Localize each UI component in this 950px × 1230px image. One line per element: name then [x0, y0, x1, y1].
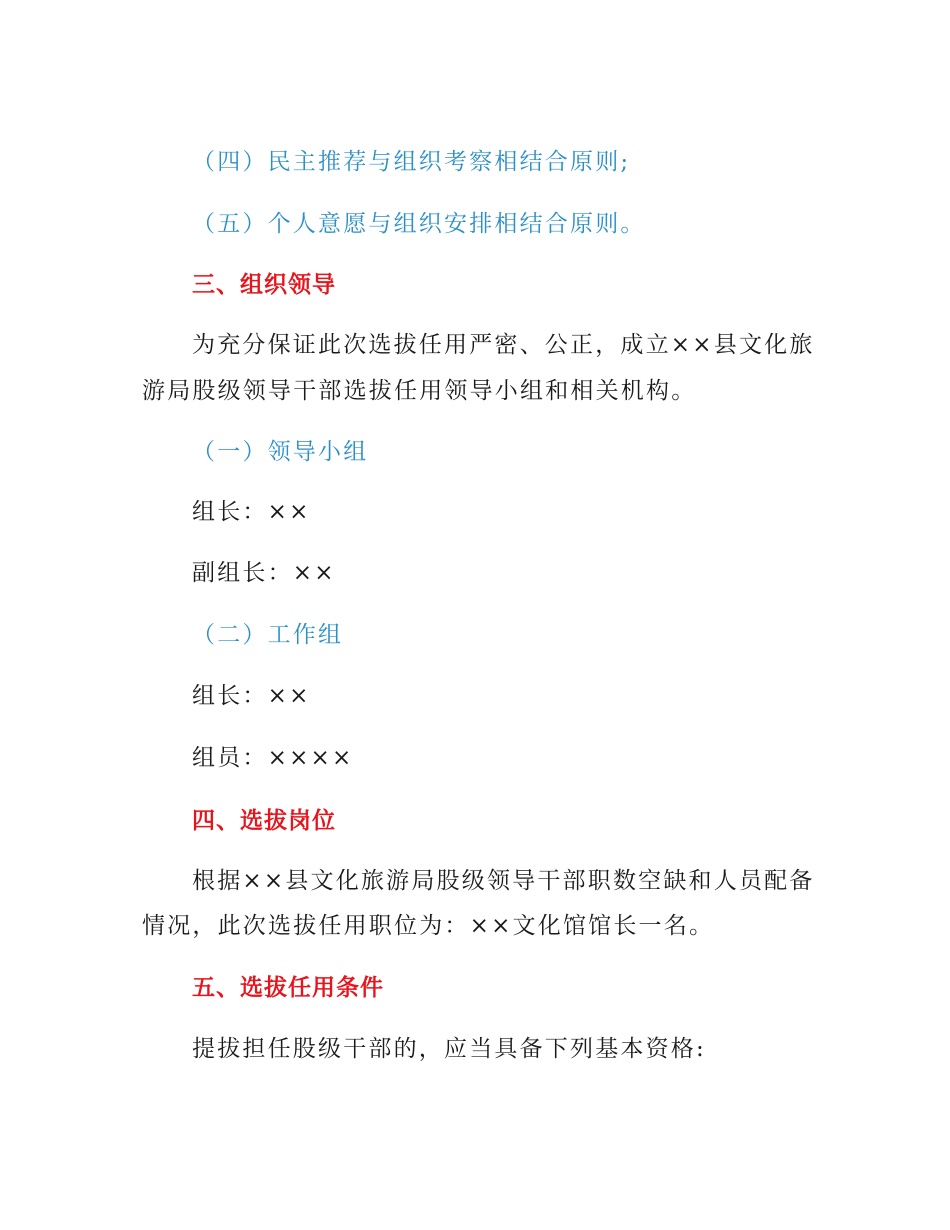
section-5-heading: 五、选拔任用条件	[192, 975, 384, 1001]
section-4-paragraph-line-2: 情况，此次选拔任用职位为：××文化馆馆长一名。	[142, 913, 715, 939]
section-4-heading: 四、选拔岗位	[192, 808, 336, 834]
group-2-heading: （二）工作组	[192, 622, 344, 648]
group-1-leader: 组长：××	[192, 499, 311, 525]
section-5-paragraph-line-1: 提拔担任股级干部的，应当具备下列基本资格:	[192, 1036, 706, 1062]
section-3-paragraph-line-2: 游局股级领导干部选拔任用领导小组和相关机构。	[142, 378, 697, 404]
principle-5: （五）个人意愿与组织安排相结合原则。	[192, 211, 646, 237]
group-1-deputy: 副组长：××	[192, 560, 336, 586]
section-3-paragraph-line-1: 为充分保证此次选拔任用严密、公正，成立××县文化旅	[192, 332, 815, 358]
group-2-leader: 组长：××	[192, 683, 311, 709]
group-1-heading: （一）领导小组	[192, 439, 369, 465]
group-2-members: 组员：××××	[192, 745, 354, 771]
principle-4: （四）民主推荐与组织考察相结合原则;	[192, 149, 631, 175]
section-4-paragraph-line-1: 根据××县文化旅游局股级领导干部职数空缺和人员配备	[192, 868, 815, 894]
section-3-heading: 三、组织领导	[192, 272, 336, 298]
